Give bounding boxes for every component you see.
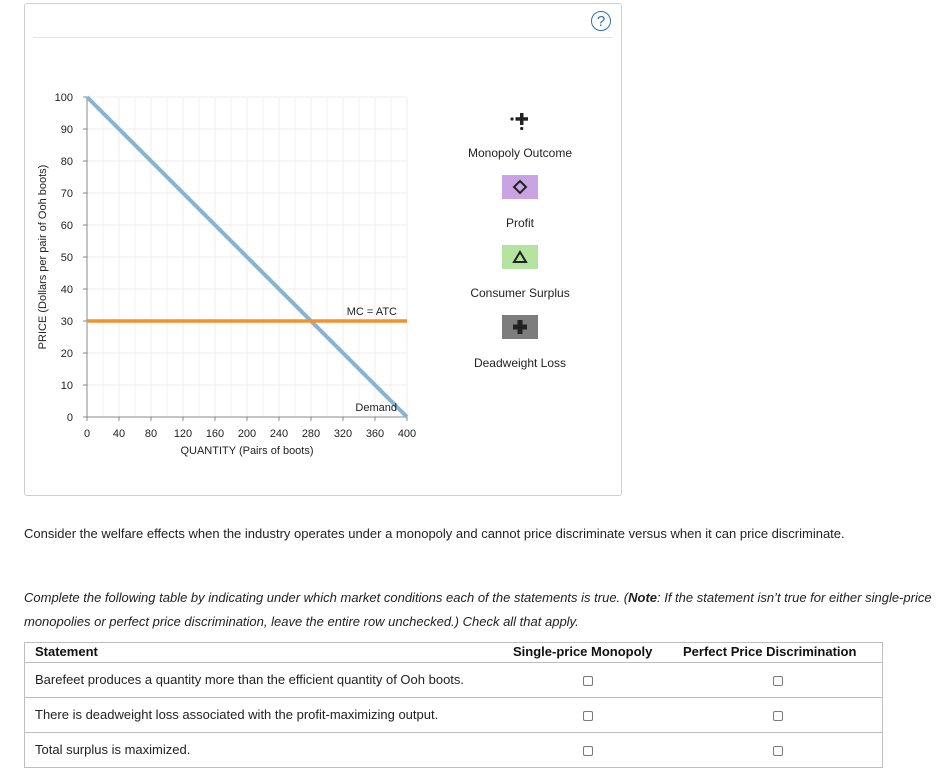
x-tick-label: 120 [173, 428, 193, 440]
statement-row-3: Total surplus is maximized. [35, 742, 191, 757]
header-perfect-price-discrimination: Perfect Price Discrimination [683, 644, 857, 659]
mc-atc-label: MC = ATC [346, 306, 397, 318]
instructions-part1: Complete the following table by indicating under which market conditions each of the statements is true. ( [24, 590, 629, 605]
y-tick-label: 100 [54, 92, 73, 104]
x-tick-label: 320 [333, 428, 353, 440]
y-axis-label: PRICE (Dollars per pair of Ooh boots) [37, 164, 49, 350]
tool-label: Deadweight Loss [473, 356, 567, 370]
y-tick-label: 10 [60, 380, 73, 392]
checkbox-row3-single-price[interactable] [583, 746, 593, 756]
y-tick-label: 60 [60, 220, 73, 232]
tool-label: Profit [505, 216, 534, 230]
y-tick-label: 40 [60, 284, 73, 296]
y-tick-label: 20 [60, 348, 73, 360]
x-tick-label: 0 [83, 428, 91, 440]
x-tick-label: 80 [144, 428, 158, 440]
y-tick-label: 50 [60, 252, 73, 264]
y-tick-label: 90 [60, 124, 73, 136]
y-tick-label: 30 [60, 316, 73, 328]
x-tick-label: 40 [112, 428, 126, 440]
cross-icon[interactable] [502, 315, 538, 339]
checkbox-row1-perfect-discrimination[interactable] [773, 676, 783, 686]
checkbox-row2-single-price[interactable] [583, 711, 593, 721]
header-statement: Statement [35, 644, 98, 659]
row-divider [24, 732, 883, 733]
triangle-icon[interactable] [502, 245, 538, 269]
y-tick-label: 80 [60, 156, 73, 168]
demand-label: Demand [355, 402, 397, 414]
y-tick-label: 70 [60, 188, 73, 200]
note-label: Note [628, 590, 657, 605]
row-divider [24, 662, 883, 663]
x-tick-label: 400 [397, 428, 417, 440]
checkbox-row2-perfect-discrimination[interactable] [773, 711, 783, 721]
tool-label: Monopoly Outcome [467, 146, 573, 160]
header-single-price-monopoly: Single-price Monopoly [513, 644, 653, 659]
instructions [24, 586, 939, 634]
x-tick-label: 160 [205, 428, 225, 440]
x-tick-label: 360 [365, 428, 385, 440]
tool-label: Consumer Surplus [470, 286, 570, 300]
x-tick-label: 280 [301, 428, 321, 440]
x-tick-label: 240 [269, 428, 289, 440]
x-axis-label: QUANTITY (Pairs of boots) [180, 445, 314, 457]
row-divider [24, 697, 883, 698]
statement-row-1: Barefeet produces a quantity more than the efficient quantity of Ooh boots. [35, 672, 465, 687]
x-tick-label: 200 [237, 428, 257, 440]
instructions-part2: : If the statement isn’t true for either single-price monopolies or perfect price discrimination, leave the entire row unchecked.) Check all that apply. [24, 590, 932, 629]
checkbox-row1-single-price[interactable] [583, 676, 593, 686]
statement-row-2: There is deadweight loss associated with the profit-maximizing output. [35, 707, 439, 722]
checkbox-row3-perfect-discrimination[interactable] [773, 746, 783, 756]
cross-point-icon[interactable] [502, 107, 538, 131]
help-button[interactable]: ? [591, 11, 611, 31]
diamond-icon[interactable] [502, 175, 538, 199]
intro-text: Consider the welfare effects when the industry operates under a monopoly and cannot price discriminate versus when it can price discriminate. [24, 526, 845, 541]
y-tick-label: 0 [66, 412, 73, 424]
